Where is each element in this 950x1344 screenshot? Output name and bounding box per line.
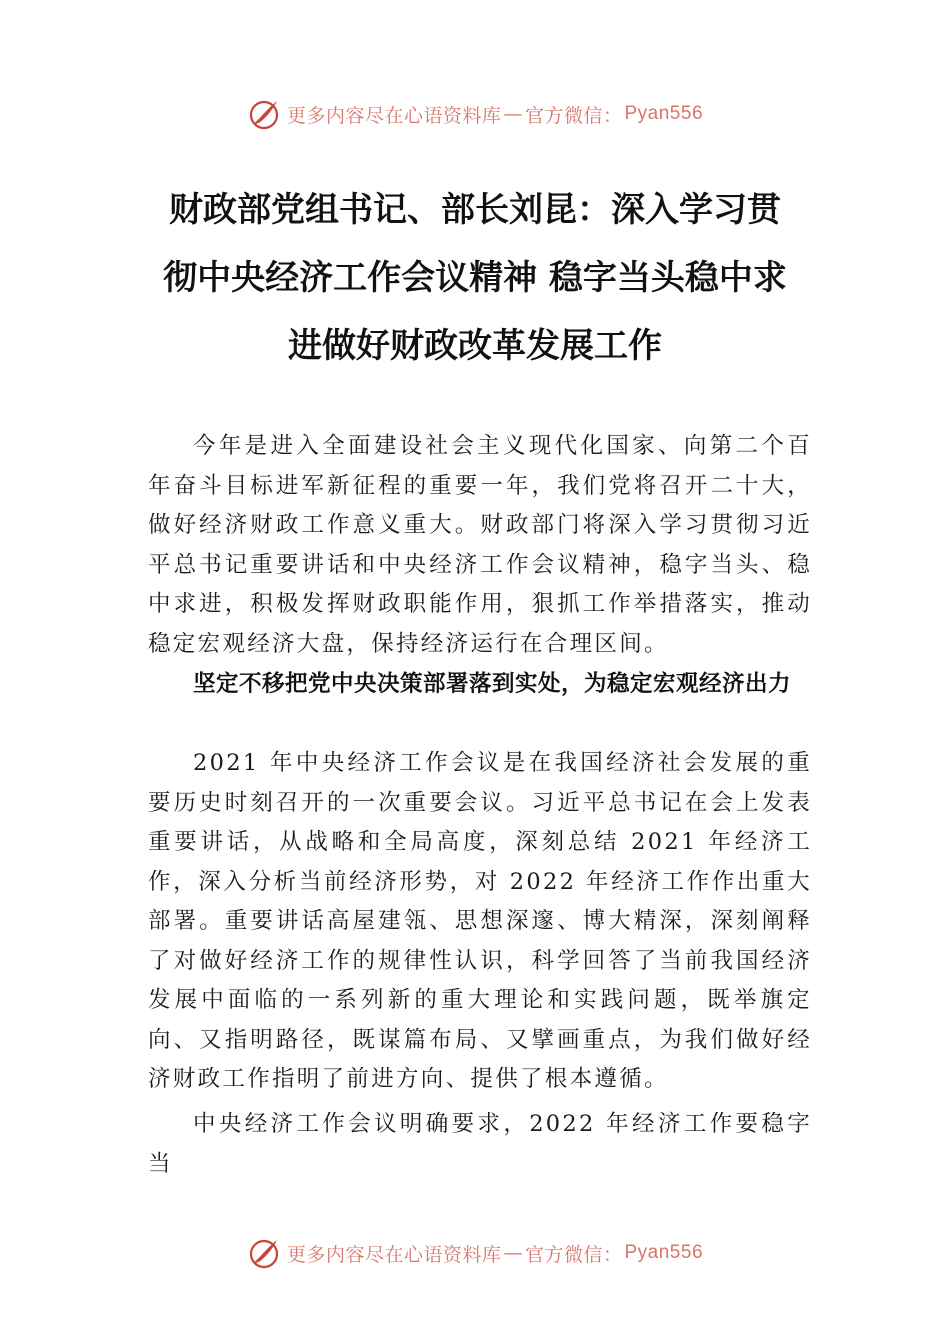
quill-circle-logo-icon <box>247 1236 281 1270</box>
watermark-suffix: 官方微信： <box>524 1243 623 1266</box>
watermark-wechat-id: Pyan556 <box>624 103 704 124</box>
section-heading: 坚定不移把党中央决策部署落到实处，为稳定宏观经济出力 <box>193 671 792 697</box>
body-paragraph: 今年是进入全面建设社会主义现代化国家、向第二个百年奋斗目标进军新征程的重要一年，我们党将召开二十大， 做好经济财政工作意义重大。财政部门将深入学习贯彻习近平总书记重要讲话和中央经济工作会议精神，稳字当头、稳中求进，积极发挥财政职能作用，狠抓工作举措落实，推动稳定宏观经济大盘，保持经济运行在合理区间。 <box>148 433 812 657</box>
watermark-suffix: 官方微信： <box>524 104 623 127</box>
title-line: 彻中央经济工作会议精神 稳字当头稳中求 <box>163 258 787 298</box>
watermark-text: 更多内容尽在心语资料库 <box>286 1243 502 1266</box>
watermark-wechat-id: Pyan556 <box>624 1242 704 1263</box>
quill-circle-logo-icon <box>247 97 281 131</box>
body-paragraph: 中央经济工作会议明确要求，2022 年经济工作要稳字当 <box>148 1111 812 1177</box>
watermark-dash: — <box>503 103 523 125</box>
document-title <box>130 176 820 380</box>
watermark-dash: — <box>503 1242 523 1264</box>
body-paragraph: 2021 年中央经济工作会议是在我国经济社会发展的重要历史时刻召开的一次重要会议。习近平总书记在会上发表重要讲话，从战略和全局高度，深刻总结 2021 年经济工作，深入分析当前经济形势，对 2022 年经济工作作出重大部署。重要讲话高屋建瓴、思想深邃、博大精深，深刻阐释了对做好经济工作的规律性认识，科学回答了当前我国经济发展中面临的一系列新的重大理论和实践问题，既举旗定向、又指明路径，既谋篇布局、又擘画重点，为我们做好经济财政工作指明了前进方向、提供了根本遵循。 <box>148 750 812 1092</box>
title-line: 进做好财政改革发展工作 <box>288 326 662 366</box>
watermark-footer <box>0 1233 950 1273</box>
title-line: 财政部党组书记、部长刘昆：深入学习贯 <box>169 190 781 230</box>
watermark-text: 更多内容尽在心语资料库 <box>286 104 502 127</box>
watermark-header <box>0 94 950 134</box>
